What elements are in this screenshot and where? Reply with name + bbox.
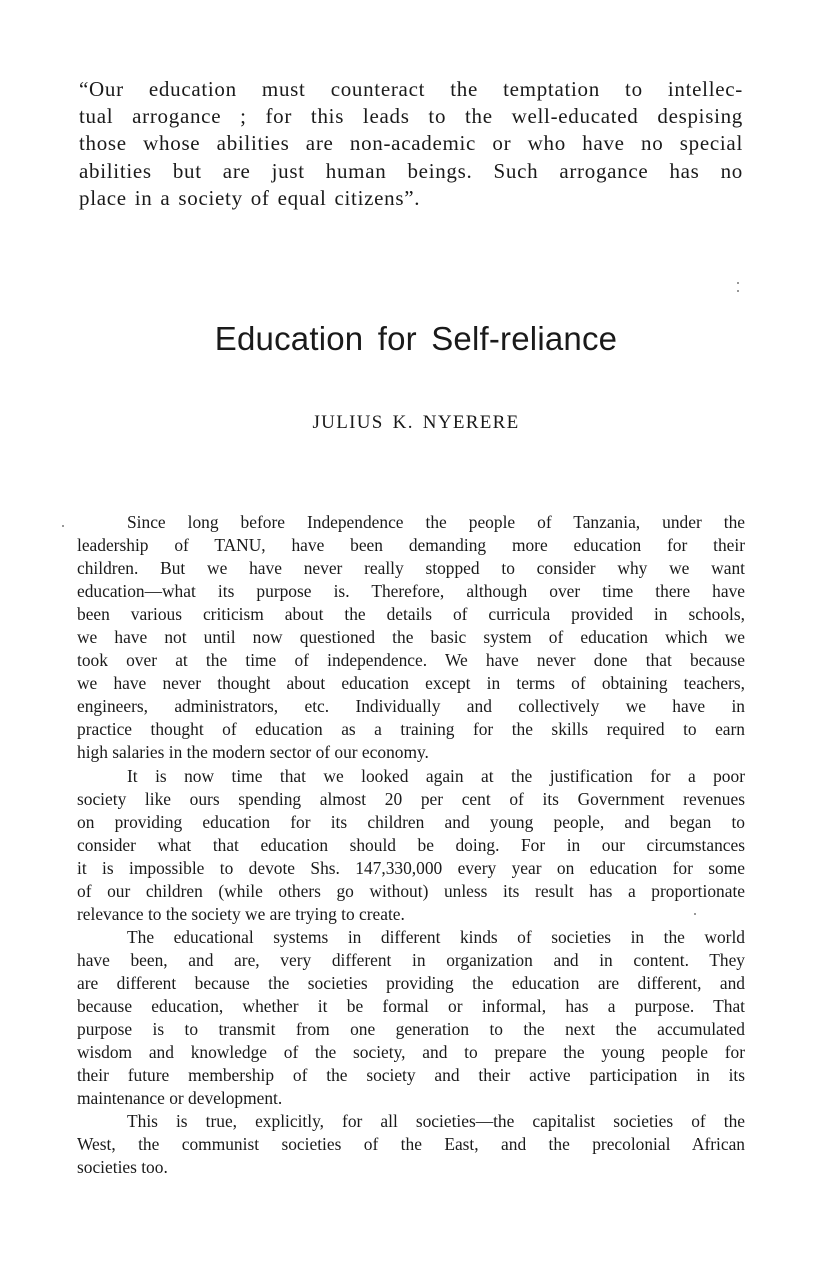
body-line: it is impossible to devote Shs. 147,330,000 every year on education for some: [77, 857, 745, 878]
body-line: their future membership of the society and their active participation in its: [77, 1065, 745, 1086]
body-line: high salaries in the modern sector of our economy.: [77, 742, 429, 763]
body-line: maintenance or development.: [77, 1088, 283, 1109]
scan-speck: [694, 913, 696, 915]
article-author: JULIUS K. NYERERE: [312, 412, 520, 433]
epigraph-line: abilities but are just human beings. Such arrogance has no: [79, 158, 743, 183]
body-line: on providing education for its children and young people, and began to: [77, 811, 745, 832]
body-line: It is now time that we looked again at the justification for a poor: [127, 765, 745, 786]
epigraph-line: tual arrogance ; for this leads to the well-educated despising: [79, 104, 743, 129]
scan-speck: [62, 525, 64, 527]
body-line: purpose is to transmit from one generation to the next the accumulated: [77, 1019, 745, 1040]
body-line: societies too.: [77, 1157, 168, 1178]
body-line: The educational systems in different kinds of societies in the world: [127, 926, 745, 947]
body-line: West, the communist societies of the East, and the precolonial African: [77, 1134, 745, 1155]
body-line: took over at the time of independence. We have never done that because: [77, 650, 745, 671]
article-title: Education for Self-reliance: [214, 320, 618, 357]
body-line: leadership of TANU, have been demanding more education for their: [77, 535, 745, 556]
body-line: of our children (while others go without) unless its result has a proportionate: [77, 880, 745, 901]
epigraph-line: place in a society of equal citizens”.: [79, 185, 421, 210]
epigraph-line: “Our education must counteract the temptation to intellec-: [79, 77, 743, 101]
body-line: are different because the societies providing the education are different, and: [77, 972, 745, 993]
body-line: children. But we have never really stopped to consider why we want: [77, 558, 745, 579]
body-line: been various criticism about the details of curricula provided in schools,: [77, 604, 745, 625]
article-body: [77, 511, 745, 1179]
body-line: we have not until now questioned the basic system of education which we: [77, 627, 745, 648]
body-line: engineers, administrators, etc. Individually and collectively we have in: [77, 696, 745, 717]
epigraph-line: those whose abilities are non-academic or who have no special: [79, 131, 743, 156]
body-line: This is true, explicitly, for all societies—the capitalist societies of the: [127, 1111, 745, 1132]
body-line: relevance to the society we are trying to create.: [77, 903, 405, 924]
body-line: have been, and are, very different in organization and in content. They: [77, 949, 745, 970]
epigraph-quote: [79, 76, 743, 212]
body-line: education—what its purpose is. Therefore, although over time there have: [77, 581, 745, 602]
body-line: because education, whether it be formal or informal, has a purpose. That: [77, 995, 745, 1016]
body-line: wisdom and knowledge of the society, and to prepare the young people for: [77, 1042, 745, 1063]
body-line: we have never thought about education except in terms of obtaining teachers,: [77, 673, 745, 694]
scan-speck: [737, 282, 739, 284]
body-line: Since long before Independence the people of Tanzania, under the: [127, 512, 745, 532]
body-line: practice thought of education as a training for the skills required to earn: [77, 719, 745, 740]
body-line: society like ours spending almost 20 per cent of its Government revenues: [77, 788, 745, 809]
scan-speck: [737, 290, 739, 292]
body-line: consider what that education should be doing. For in our circumstances: [77, 834, 745, 855]
